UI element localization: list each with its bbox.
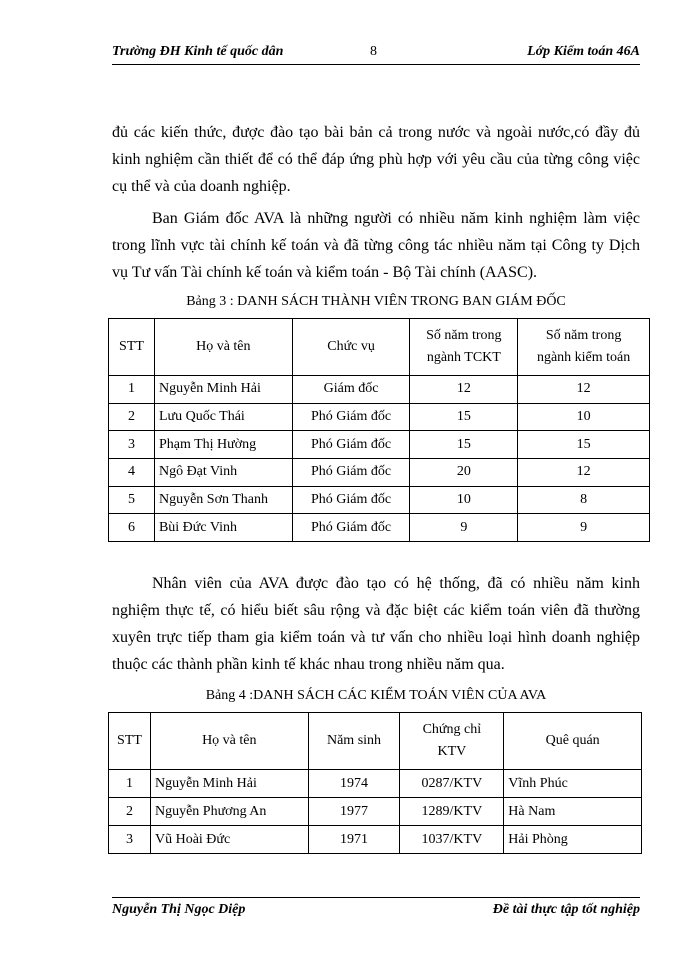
- cell-cert: 0287/KTV: [400, 770, 504, 798]
- cell-stt: 6: [109, 514, 155, 542]
- cell-name: Ngô Đạt Vinh: [154, 459, 292, 487]
- cell-birth-year: 1974: [308, 770, 400, 798]
- cell-stt: 5: [109, 486, 155, 514]
- table2-header-row: [109, 713, 642, 770]
- table-row: [109, 770, 642, 798]
- table2-header-birth-year: Năm sinh: [308, 713, 400, 770]
- cell-cert: 1037/KTV: [400, 826, 504, 854]
- table1-header-position: Chức vụ: [292, 319, 410, 376]
- cell-stt: 3: [109, 431, 155, 459]
- cell-years-tckt: 9: [410, 514, 518, 542]
- cell-stt: 4: [109, 459, 155, 487]
- cell-years-tckt: 20: [410, 459, 518, 487]
- cell-cert: 1289/KTV: [400, 798, 504, 826]
- page-header: [112, 44, 640, 64]
- cell-stt: 1: [109, 376, 155, 404]
- cell-birth-year: 1977: [308, 798, 400, 826]
- cell-name: Vũ Hoài Đức: [150, 826, 308, 854]
- cell-stt: 3: [109, 826, 151, 854]
- table2-header-stt: STT: [109, 713, 151, 770]
- table1-header-years-tckt-line1: Số năm trong: [426, 328, 502, 343]
- cell-name: Bùi Đức Vinh: [154, 514, 292, 542]
- table1-header-stt: STT: [109, 319, 155, 376]
- cell-name: Nguyễn Minh Hải: [154, 376, 292, 404]
- cell-hometown: Hải Phòng: [504, 826, 642, 854]
- table2-header-cert-line2: KTV: [437, 744, 467, 759]
- table2-header-cert: [400, 713, 504, 770]
- table1-header-years-kt-line2: ngành kiểm toán: [536, 350, 631, 365]
- cell-name: Phạm Thị Hường: [154, 431, 292, 459]
- cell-years-kt: 10: [518, 403, 650, 431]
- cell-name: Nguyễn Phương An: [150, 798, 308, 826]
- table1-header-years-tckt: [410, 319, 518, 376]
- cell-years-tckt: 12: [410, 376, 518, 404]
- cell-years-tckt: 10: [410, 486, 518, 514]
- cell-position: Phó Giám đốc: [292, 514, 410, 542]
- table1-header-name: Họ và tên: [154, 319, 292, 376]
- table1-caption: Bảng 3 : DANH SÁCH THÀNH VIÊN TRONG BAN GIÁM ĐỐC: [186, 294, 566, 309]
- cell-stt: 2: [109, 403, 155, 431]
- cell-hometown: Vĩnh Phúc: [504, 770, 642, 798]
- header-divider: [112, 64, 640, 65]
- table1-header-years-kt-line1: Số năm trong: [545, 328, 622, 343]
- table-row: [109, 486, 650, 514]
- table2-caption: Bảng 4 :DANH SÁCH CÁC KIỂM TOÁN VIÊN CỦA AVA: [205, 688, 547, 703]
- paragraph-2: Ban Giám đốc AVA là những người có nhiều năm kinh nghiệm làm việc trong lĩnh vực tài chính kế toán và đã từng công tác nhiều năm tại Công ty Dịch vụ Tư vấn Tài chính kế toán và kiểm toán - Bộ Tài chính (AASC).: [112, 210, 640, 281]
- header-school: Trường ĐH Kinh tế quốc dân: [112, 44, 284, 59]
- table-row: [109, 826, 642, 854]
- table-row: [109, 514, 650, 542]
- cell-years-tckt: 15: [410, 431, 518, 459]
- cell-years-kt: 12: [518, 376, 650, 404]
- cell-name: Nguyễn Minh Hải: [150, 770, 308, 798]
- table-row: [109, 459, 650, 487]
- table-row: [109, 798, 642, 826]
- footer-author: Nguyễn Thị Ngọc Diệp: [112, 902, 246, 917]
- table-row: [109, 376, 650, 404]
- cell-position: Phó Giám đốc: [292, 403, 410, 431]
- footer-divider: [112, 897, 640, 898]
- cell-stt: 2: [109, 798, 151, 826]
- cell-hometown: Hà Nam: [504, 798, 642, 826]
- cell-years-tckt: 15: [410, 403, 518, 431]
- cell-name: Lưu Quốc Thái: [154, 403, 292, 431]
- table-row: [109, 431, 650, 459]
- table1-header-years-kt: [518, 319, 650, 376]
- cell-years-kt: 9: [518, 514, 650, 542]
- cell-years-kt: 8: [518, 486, 650, 514]
- cell-years-kt: 15: [518, 431, 650, 459]
- cell-stt: 1: [109, 770, 151, 798]
- auditors-table: [108, 712, 642, 854]
- table1-header-row: [109, 319, 650, 376]
- table2-header-cert-line1: Chứng chỉ: [422, 722, 482, 737]
- cell-name: Nguyễn Sơn Thanh: [154, 486, 292, 514]
- table2-header-hometown: Quê quán: [504, 713, 642, 770]
- paragraph-1: đủ các kiến thức, được đào tạo bài bản cả trong nước và ngoài nước,có đầy đủ kinh nghiệm cần thiết để có thể đáp ứng phù hợp với yêu cầu của từng công việc cụ thể và của doanh nghiệp.: [112, 124, 640, 195]
- table-row: [109, 403, 650, 431]
- header-page-number: 8: [370, 44, 377, 59]
- table1-header-years-tckt-line2: ngành TCKT: [426, 350, 501, 365]
- cell-position: Phó Giám đốc: [292, 431, 410, 459]
- cell-position: Phó Giám đốc: [292, 459, 410, 487]
- table2-header-name: Họ và tên: [150, 713, 308, 770]
- board-of-directors-table: [108, 318, 650, 542]
- header-class: Lớp Kiểm toán 46A: [527, 44, 640, 59]
- cell-position: Phó Giám đốc: [292, 486, 410, 514]
- cell-years-kt: 12: [518, 459, 650, 487]
- cell-birth-year: 1971: [308, 826, 400, 854]
- page-footer: [112, 902, 640, 922]
- paragraph-3: Nhân viên của AVA được đào tạo có hệ thống, đã có nhiều năm kinh nghiệm thực tế, có hiểu biết sâu rộng và đặc biệt các kiểm toán viên đã thường xuyên trực tiếp tham gia kiểm toán và tư vấn cho nhiều loại hình doanh nghiệp thuộc các thành phần kinh tế khác nhau trong nhiều năm qua.: [112, 575, 640, 673]
- footer-topic: Đề tài thực tập tốt nghiệp: [492, 902, 640, 917]
- cell-position: Giám đốc: [292, 376, 410, 404]
